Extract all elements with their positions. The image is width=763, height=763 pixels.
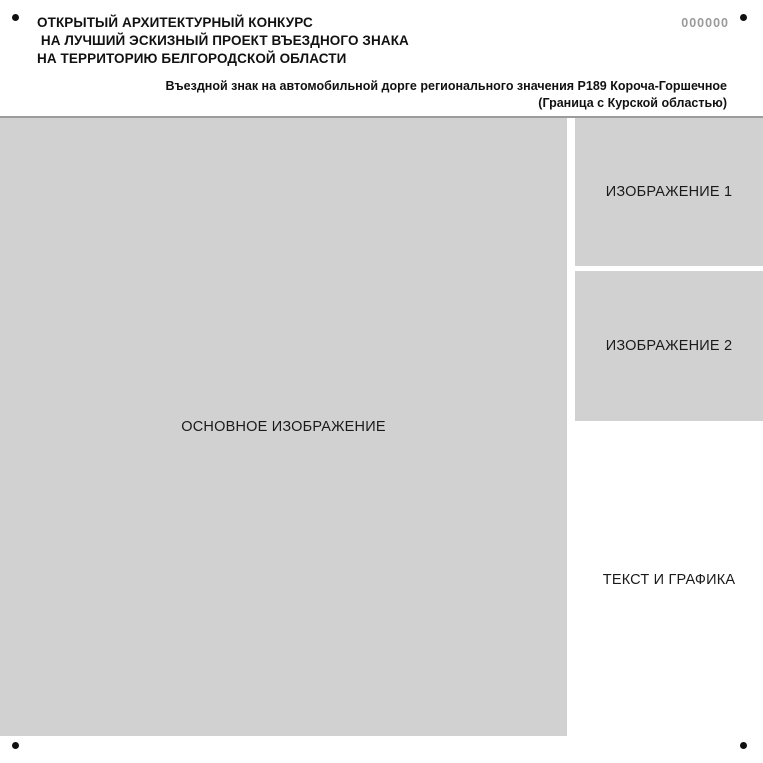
image-2-label: ИЗОБРАЖЕНИЕ 2 <box>605 338 733 354</box>
subtitle-line-2: (Граница с Курской областью) <box>538 96 727 110</box>
registration-mark-top-left <box>12 14 19 21</box>
text-graphics-label: ТЕКСТ И ГРАФИКА <box>602 572 736 588</box>
text-graphics-area <box>575 424 763 736</box>
main-image-panel <box>0 118 567 736</box>
image-2-panel <box>575 271 763 421</box>
main-image-label: ОСНОВНОЕ ИЗОБРАЖЕНИЕ <box>181 419 386 435</box>
image-1-panel <box>575 118 763 266</box>
title-line-1: ОТКРЫТЫЙ АРХИТЕКТУРНЫЙ КОНКУРС <box>37 15 313 30</box>
image-1-label: ИЗОБРАЖЕНИЕ 1 <box>605 184 733 200</box>
title-line-2: НА ЛУЧШИЙ ЭСКИЗНЫЙ ПРОЕКТ ВЪЕЗДНОГО ЗНАКА <box>37 33 409 48</box>
registration-mark-bottom-right <box>740 742 747 749</box>
registration-mark-bottom-left <box>12 742 19 749</box>
registration-mark-top-right <box>740 14 747 21</box>
title-line-3: НА ТЕРРИТОРИЮ БЕЛГОРОДСКОЙ ОБЛАСТИ <box>37 51 347 66</box>
entry-code: 000000 <box>681 16 729 30</box>
subtitle-line-1: Въездной знак на автомобильной дорге регионального значения Р189 Короча-Горшечное <box>165 79 727 93</box>
